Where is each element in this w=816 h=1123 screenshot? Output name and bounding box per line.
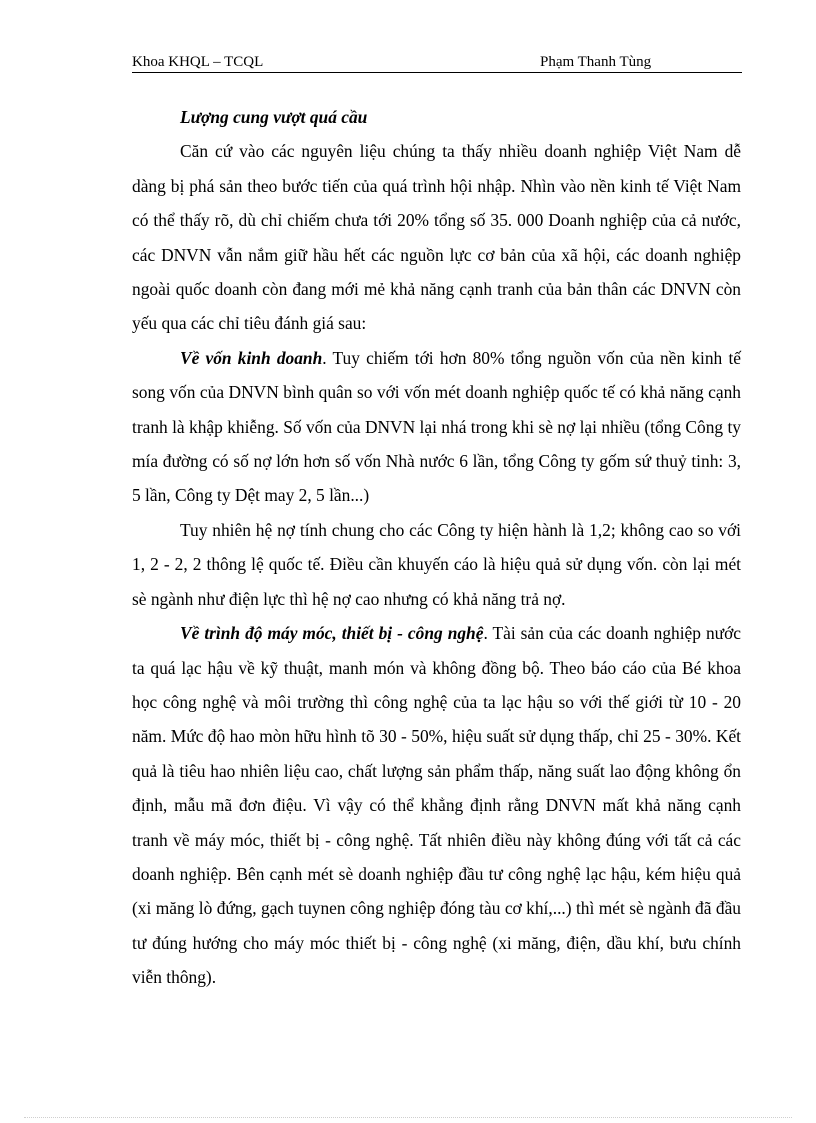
paragraph-2-body: . Tuy chiếm tới hơn 80% tổng nguồn vốn của nền kinh tế song vốn của DNVN bình quân so với vốn mét doanh nghiệp quốc tế có khả năng cạnh tranh là khập khiễng. Số vốn của DNVN lại nhá trong khi sè nợ lại nhiều (tổng Công ty mía đường có số nợ lớn hơn số vốn Nhà nước 6 lần, tổng Công ty gốm sứ thuỷ tinh: 3, 5 lần, Công ty Dệt may 2, 5 lần...) bbox=[132, 347, 741, 506]
paragraph-2-lead: Về vốn kinh doanh bbox=[180, 347, 323, 368]
page-bottom-divider bbox=[24, 1117, 792, 1118]
paragraph-3: Tuy nhiên hệ nợ tính chung cho các Công ty hiện hành là 1,2; không cao so với 1, 2 - 2, 2 thông lệ quốc tế. Điều cần khuyến cáo là hiệu quả sử dụng vốn. còn lại mét sè ngành như điện lực thì hệ nợ cao nhưng có khả năng trả nợ. bbox=[132, 519, 741, 609]
paragraph-2 bbox=[132, 341, 741, 513]
paragraph-4-lead: Về trình độ máy móc, thiết bị - công nghệ bbox=[180, 623, 484, 644]
section-heading-text: Lượng cung vượt quá cầu bbox=[180, 107, 368, 127]
section-heading bbox=[132, 100, 741, 134]
paragraph-4-body: . Tài sản của các doanh nghiệp nước ta quá lạc hậu về kỹ thuật, manh món và không đồng bộ. Theo báo cáo của Bé khoa học công nghệ và môi trường thì công nghệ của ta lạc hậu so với thế giới từ 10 - 20 năm. Mức độ hao mòn hữu hình tõ 30 - 50%, hiệu suất sử dụng thấp, chỉ 25 - 30%. Kết quả là tiêu hao nhiên liệu cao, chất lượng sản phẩm thấp, năng suất lao động không ổn định, mẫu mã đơn điệu. Vì vậy có thể khẳng định rằng DNVN mất khả năng cạnh tranh về máy móc, thiết bị - công nghệ. Tất nhiên điều này không đúng với tất cả các doanh nghiệp. Bên cạnh mét sè doanh nghiệp đầu tư công nghệ lạc hậu, kém hiệu quả (xi măng lò đứng, gạch tuynen công nghiệp đóng tàu cơ khí,...) thì mét sè ngành đã đầu tư đúng hướng cho máy móc thiết bị - công nghệ (xi măng, điện, dầu khí, bưu chính viễn thông). bbox=[132, 623, 741, 988]
paragraph-1: Căn cứ vào các nguyên liệu chúng ta thấy nhiều doanh nghiệp Việt Nam dễ dàng bị phá sản theo bước tiến của quá trình hội nhập. Nhìn vào nền kinh tế Việt Nam có thể thấy rõ, dù chỉ chiếm chưa tới 20% tổng số 35. 000 Doanh nghiệp của cả nước, các DNVN vẫn nắm giữ hầu hết các nguồn lực cơ bản của xã hội, các doanh nghiệp ngoài quốc doanh còn đang mới mẻ khả năng cạnh tranh của bản thân các DNVN còn yếu qua các chỉ tiêu đánh giá sau: bbox=[132, 141, 741, 334]
document-body bbox=[132, 100, 741, 995]
header-author: Phạm Thanh Tùng bbox=[540, 54, 652, 70]
header-department: Khoa KHQL – TCQL bbox=[132, 54, 264, 70]
paragraph-4 bbox=[132, 616, 741, 994]
page-header bbox=[132, 52, 742, 73]
